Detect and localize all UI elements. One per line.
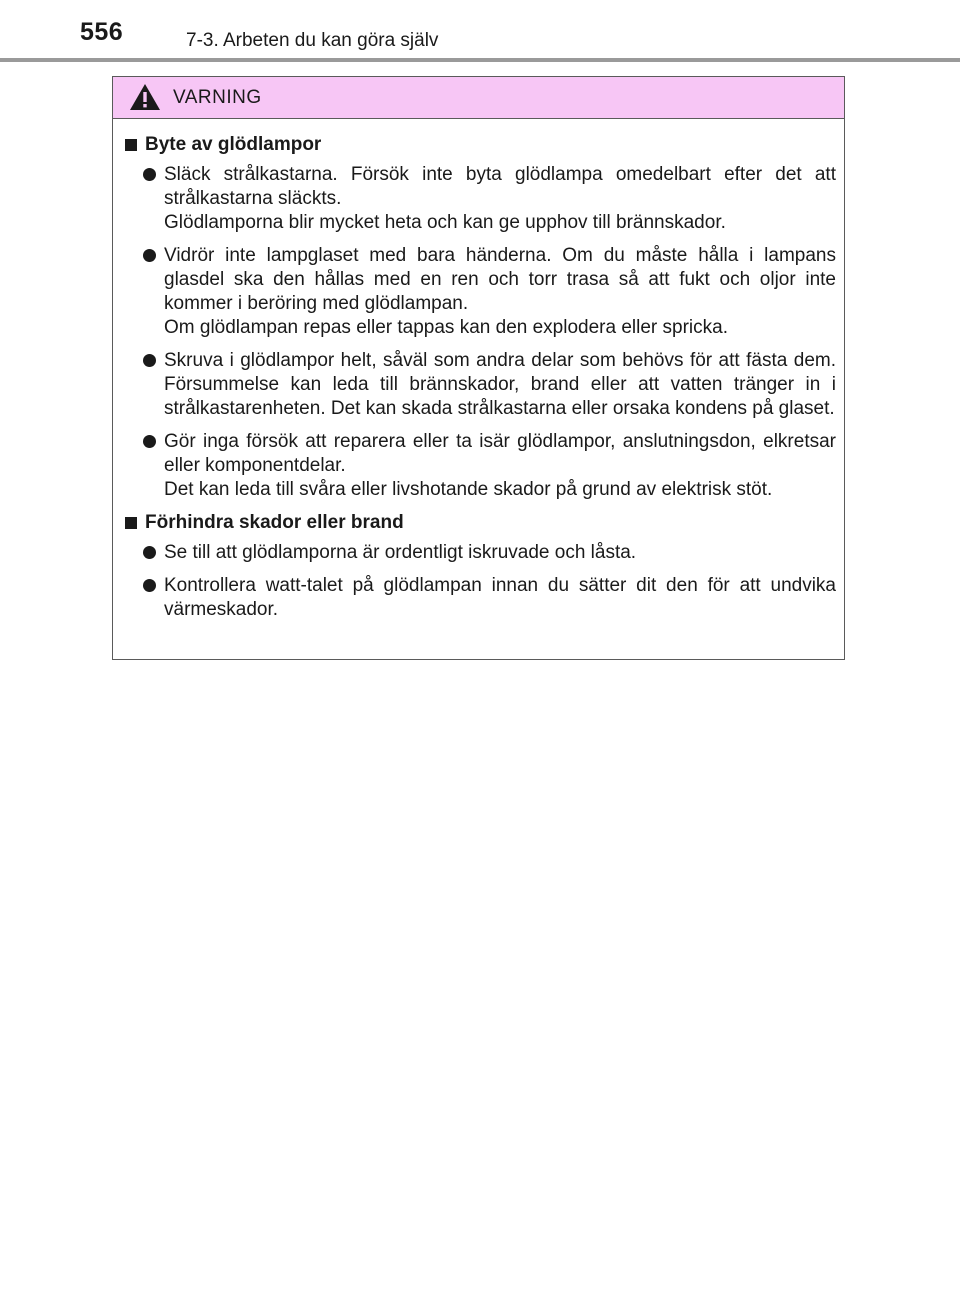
header-divider bbox=[0, 58, 960, 62]
circle-bullet-icon bbox=[143, 435, 156, 448]
page-number: 556 bbox=[80, 18, 124, 46]
item-text: Se till att glödlamporna är ordentligt iskruvade och låsta. bbox=[164, 542, 637, 563]
circle-bullet-icon bbox=[143, 249, 156, 262]
section-heading-text: Byte av glödlampor bbox=[145, 134, 322, 155]
list-item bbox=[143, 244, 836, 340]
list-item bbox=[143, 430, 836, 502]
circle-bullet-icon bbox=[143, 354, 156, 367]
item-note: Om glödlampan repas eller tappas kan den explodera eller spricka. bbox=[164, 317, 728, 338]
item-text: Kontrollera watt-talet på glödlampan innan du sätter dit den för att undvika värmeskador. bbox=[164, 575, 836, 620]
warning-triangle-icon bbox=[129, 83, 161, 111]
list-item bbox=[143, 541, 836, 565]
square-bullet-icon bbox=[125, 139, 137, 151]
list-item bbox=[143, 574, 836, 622]
item-text: Vidrör inte lampglaset med bara händerna. Om du måste hålla i lampans glasdel ska den hållas med en ren och torr trasa så att fukt och oljor inte kommer i beröring med glödlampan. bbox=[164, 245, 836, 314]
section-title: 7-3. Arbeten du kan göra själv bbox=[186, 30, 439, 51]
warning-label: VARNING bbox=[173, 87, 262, 108]
circle-bullet-icon bbox=[143, 579, 156, 592]
page-header bbox=[0, 0, 960, 62]
section-heading bbox=[123, 133, 836, 157]
item-text: Släck strålkastarna. Försök inte byta glödlampa omedelbart efter det att strålkastarna släckts. bbox=[164, 164, 836, 209]
circle-bullet-icon bbox=[143, 168, 156, 181]
item-text: Skruva i glödlampor helt, såväl som andra delar som behövs för att fästa dem. Försummelse kan leda till brännskador, brand eller att vatten tränger in i strålkastarenheten. Det kan skada strålkastarna eller orsaka kondens på glaset. bbox=[164, 350, 836, 419]
item-note: Det kan leda till svåra eller livshotande skador på grund av elektrisk stöt. bbox=[164, 479, 773, 500]
warning-body bbox=[113, 119, 844, 622]
section-heading bbox=[123, 511, 836, 535]
square-bullet-icon bbox=[125, 517, 137, 529]
item-text: Gör inga försök att reparera eller ta isär glödlampor, anslutningsdon, elkretsar eller komponentdelar. bbox=[164, 431, 836, 476]
list-item bbox=[143, 163, 836, 235]
warning-box bbox=[112, 76, 845, 660]
section-heading-text: Förhindra skador eller brand bbox=[145, 512, 404, 533]
warning-header bbox=[113, 77, 844, 119]
item-note: Glödlamporna blir mycket heta och kan ge upphov till brännskador. bbox=[164, 212, 726, 233]
circle-bullet-icon bbox=[143, 546, 156, 559]
list-item bbox=[143, 349, 836, 421]
